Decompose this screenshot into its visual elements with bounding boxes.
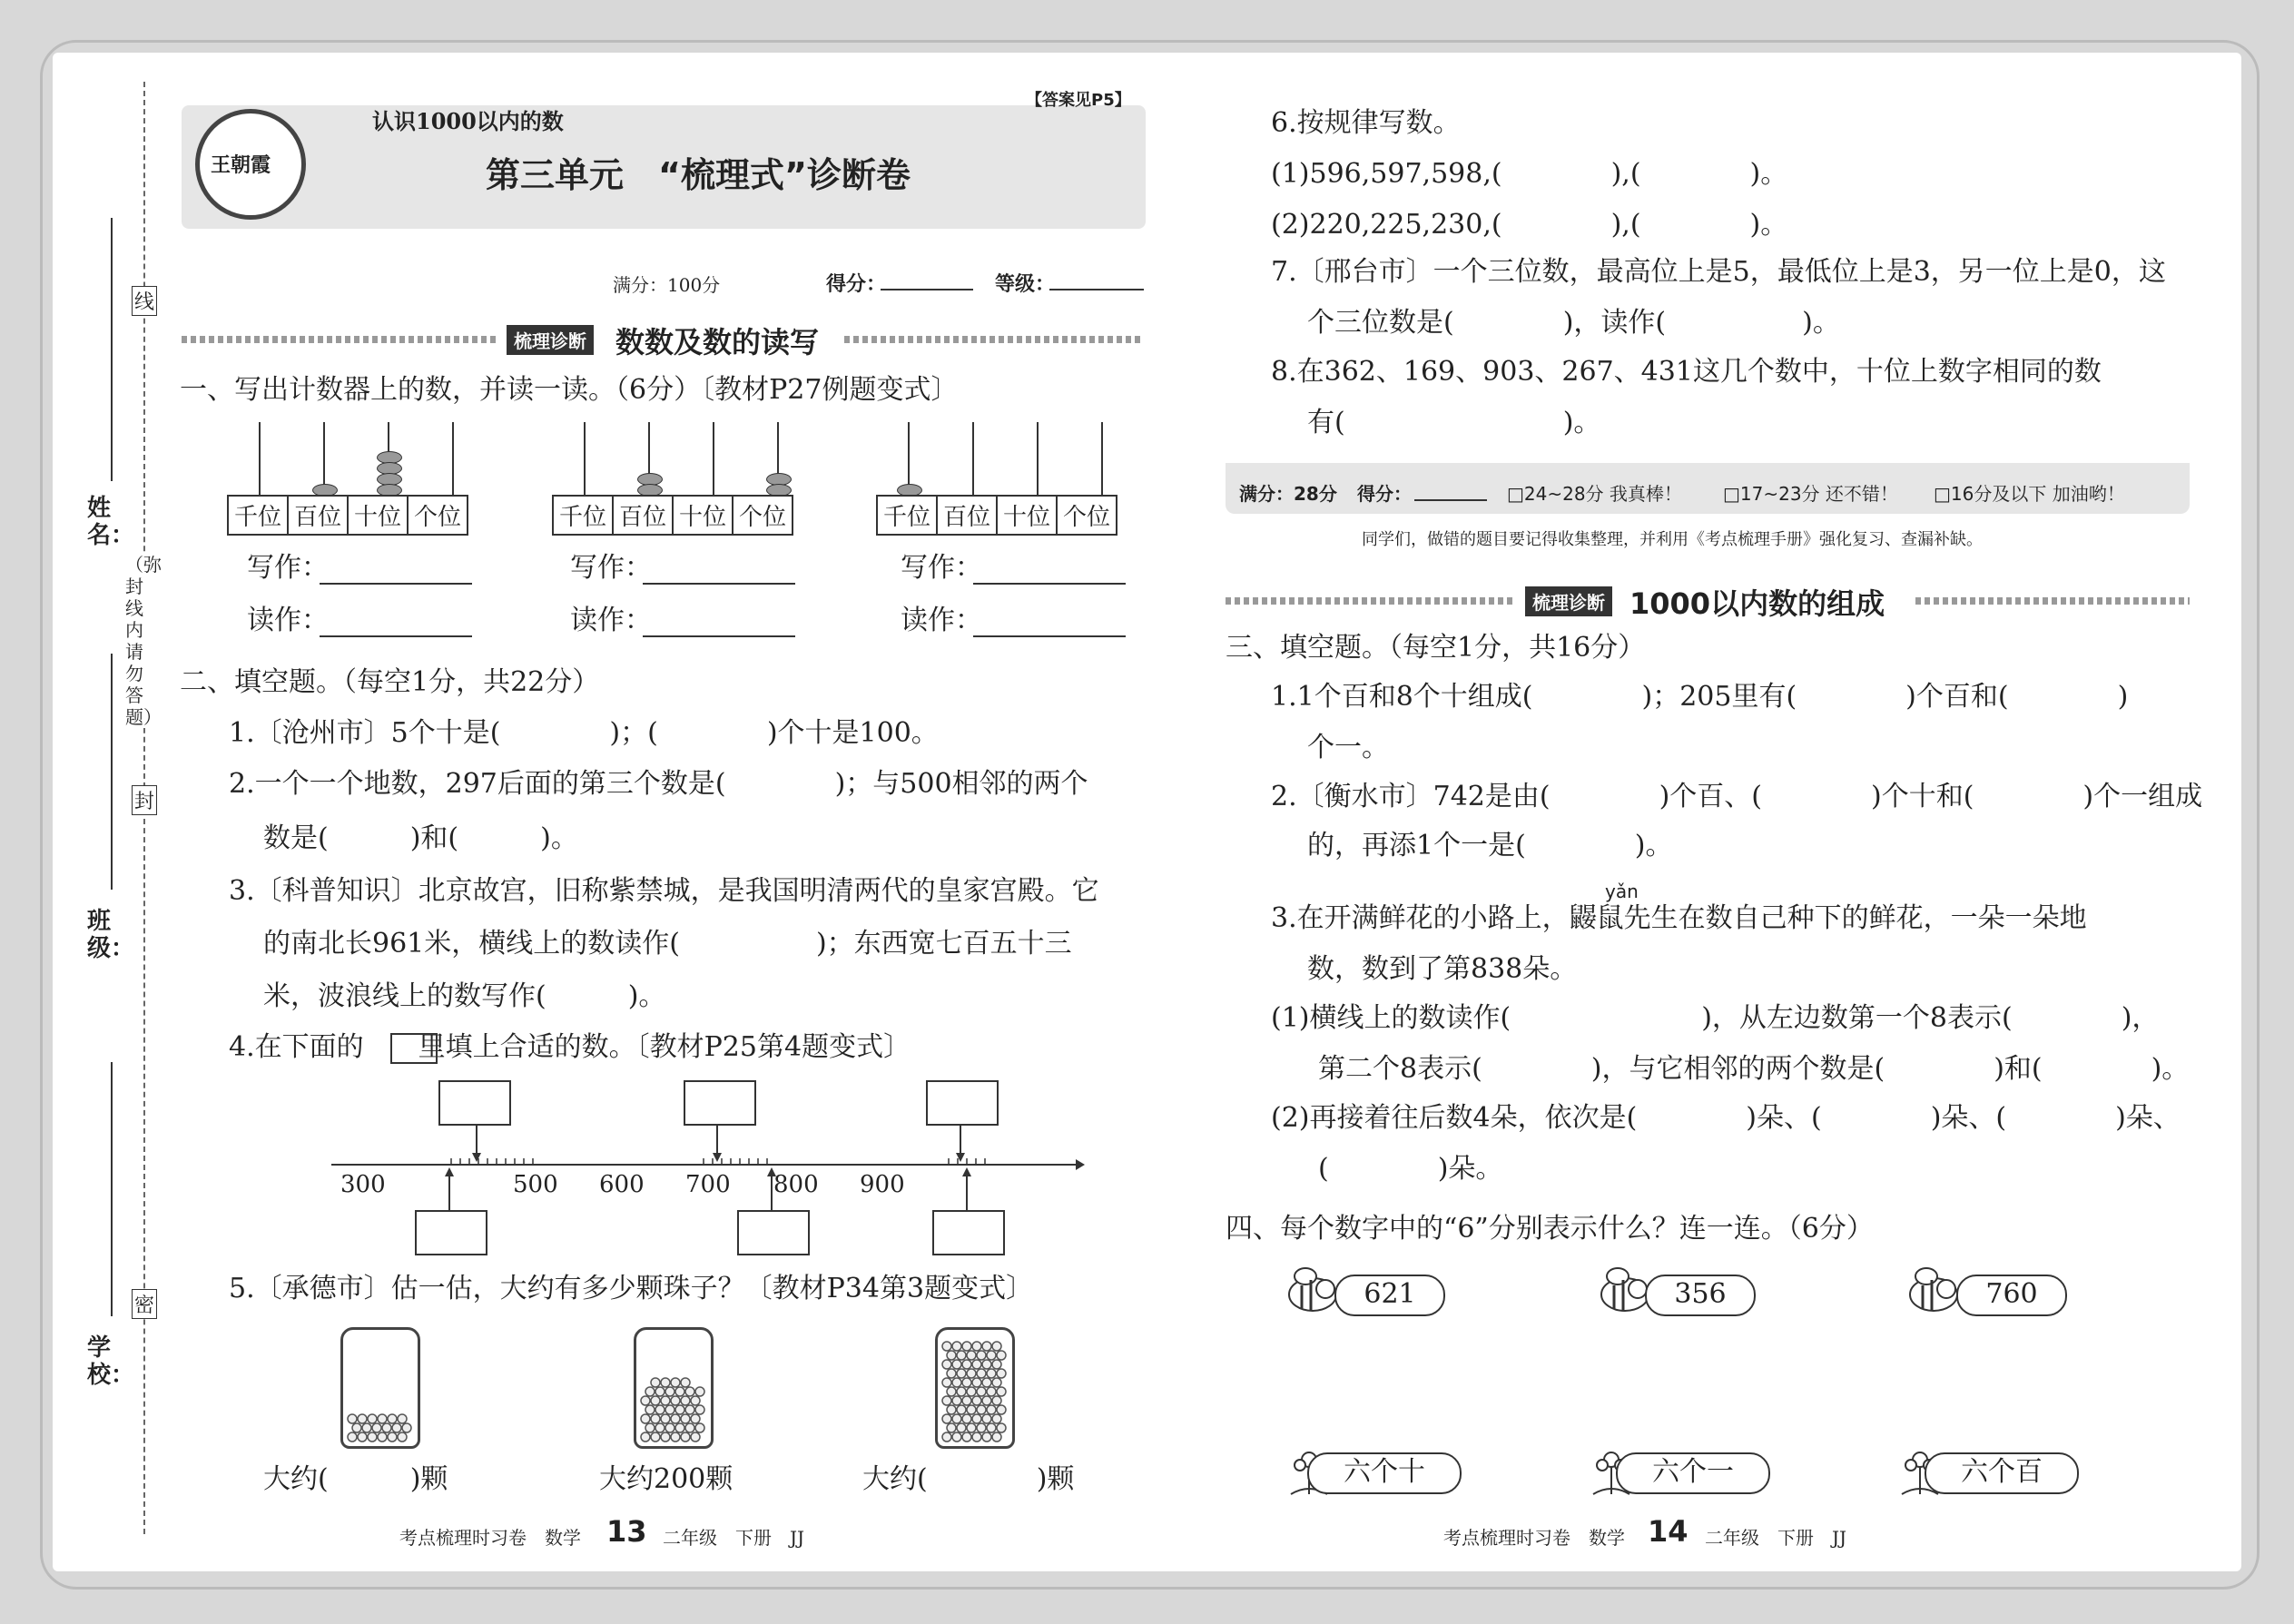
place-thousands: 千位 — [228, 496, 288, 535]
q3-item2-line1: 2.〔衡水市〕742是由( )个百、( )个十和( )个一组成 — [1271, 781, 2203, 812]
write-label-2: 写作： — [570, 552, 652, 584]
place-table — [876, 495, 1117, 536]
q3-item3-line1: 3.在开满鲜花的小路上，鼹鼠先生在数自己种下的鲜花，一朵一朵地 — [1271, 902, 2087, 934]
score-blank[interactable] — [881, 289, 973, 290]
bee-icon — [1278, 1264, 1342, 1318]
q2-item2-line1: 2.一个一个地数，297后面的第三个数是( )；与500相邻的两个 — [229, 768, 1088, 800]
answer-box-bottom-1[interactable] — [415, 1210, 487, 1255]
section-rule-right — [1915, 597, 2190, 605]
answer-box-top-3[interactable] — [926, 1080, 999, 1126]
score-option-2[interactable]: □17~23分 还不错！ — [1723, 483, 1898, 505]
jar-label-1: 大约( )颗 — [263, 1463, 448, 1495]
read-blank-2[interactable] — [643, 635, 795, 637]
q2-item4: 4.在下面的 里填上合适的数。〔教材P25第4题变式〕 — [229, 1031, 911, 1063]
q7-line2: 个三位数是( )，读作( )。 — [1307, 307, 1840, 339]
q8-line2: 有( )。 — [1307, 407, 1601, 438]
jar-3 — [935, 1327, 1015, 1449]
tick-label-700: 700 — [685, 1171, 731, 1198]
tick-label-500: 500 — [513, 1171, 558, 1198]
class-label: 班级： — [87, 908, 135, 962]
write-label-1: 写作： — [247, 552, 329, 584]
review-tip: 同学们，做错的题目要记得收集整理，并利用《考点梳理手册》强化复习、查漏补缺。 — [1362, 530, 1983, 549]
page-title: 第三单元 “梳理式”诊断卷 — [486, 155, 911, 195]
read-label-2: 读作： — [570, 605, 652, 636]
read-label-1: 读作： — [247, 605, 329, 636]
jar-label-2: 大约200颗 — [599, 1463, 733, 1495]
place-tens: 十位 — [673, 496, 733, 535]
number-tag-621[interactable]: 621 — [1334, 1275, 1445, 1316]
place-ones: 个位 — [408, 496, 468, 535]
tick-label-600: 600 — [599, 1171, 645, 1198]
page-number-14: 14 — [1648, 1514, 1689, 1549]
q6-heading: 6.按规律写数。 — [1271, 107, 1461, 139]
place-tens: 十位 — [997, 496, 1057, 535]
q6-line1: (1)596,597,598,( ),( )。 — [1271, 158, 1788, 190]
answer-box-bottom-2[interactable] — [737, 1210, 810, 1255]
pinyin-annotation: yǎn — [1605, 881, 1639, 902]
q2-item3-line1: 3.〔科普知识〕北京故宫，旧称紫禁城，是我国明清两代的皇家宫殿。它 — [229, 875, 1099, 907]
q2-item3-line3: 米，波浪线上的数写作( )。 — [263, 980, 666, 1012]
read-blank-3[interactable] — [973, 635, 1126, 637]
place-thousands: 千位 — [553, 496, 613, 535]
jar-label-3: 大约( )颗 — [862, 1463, 1075, 1495]
answer-box-bottom-3[interactable] — [932, 1210, 1005, 1255]
footer-left-text: 考点梳理时习卷 数学 — [1443, 1527, 1625, 1549]
logo-seal — [195, 109, 306, 220]
place-tens: 十位 — [348, 496, 408, 535]
grade-blank[interactable] — [1049, 289, 1144, 290]
bee-icon — [1899, 1264, 1963, 1318]
q3-item2-line2: 的，再添1个一是( )。 — [1307, 830, 1673, 861]
binding-dense-label: 密 — [132, 1289, 157, 1319]
inline-answer-box — [390, 1033, 438, 1064]
place-thousands: 千位 — [877, 496, 937, 535]
write-label-3: 写作： — [901, 552, 982, 584]
binding-note: （弥封线内请勿答题） — [125, 554, 162, 728]
q3-sub2-line2: ( )朵。 — [1318, 1153, 1503, 1185]
unit-subtitle: 认识1000以内的数 — [372, 108, 564, 134]
footer-right-text: 二年级 下册 JJ — [1705, 1527, 1847, 1549]
section-rule-right — [844, 336, 1144, 343]
logo-text: 王朝霞 — [211, 153, 271, 177]
place-ones: 个位 — [733, 496, 793, 535]
score-option-1[interactable]: □24~28分 我真棒！ — [1507, 483, 1682, 505]
score-bar-blank[interactable] — [1414, 499, 1487, 501]
section-tag: 梳理诊断 — [507, 325, 594, 355]
binding-line-label: 线 — [132, 286, 157, 316]
score-option-3[interactable]: □16分及以下 加油哟！ — [1934, 483, 2125, 505]
abacus-3 — [876, 422, 1135, 536]
place-hundreds: 百位 — [937, 496, 997, 535]
binding-seal-label: 封 — [132, 785, 157, 815]
q6-line2: (2)220,225,230,( ),( )。 — [1271, 209, 1788, 241]
abacus-2 — [552, 422, 811, 536]
full-score: 满分：100分 — [613, 274, 721, 296]
name-field-line — [111, 218, 113, 481]
q2-item1: 1.〔沧州市〕5个十是( )；( )个十是100。 — [229, 717, 939, 749]
q2-heading: 二、填空题。（每空1分，共22分） — [180, 666, 600, 698]
meaning-tag-six-ones[interactable]: 六个一 — [1616, 1452, 1770, 1494]
school-label: 学校： — [87, 1334, 135, 1389]
section-rule-left — [182, 336, 499, 343]
place-table — [227, 495, 468, 536]
q2-item2-line2: 数是( )和( )。 — [263, 822, 578, 854]
q3-item1-line2: 个一。 — [1307, 732, 1389, 763]
number-tag-760[interactable]: 760 — [1956, 1275, 2067, 1316]
meaning-tag-six-hundreds[interactable]: 六个百 — [1925, 1452, 2079, 1494]
q3-sub1-line1: (1)横线上的数读作( )，从左边数第一个8表示( )， — [1271, 1002, 2160, 1034]
q3-sub2-line1: (2)再接着往后数4朵，依次是( )朵、( )朵、( )朵、 — [1271, 1102, 2181, 1134]
score-bar-full: 满分：28分 — [1239, 483, 1337, 505]
score-bar-score: 得分： — [1357, 483, 1412, 505]
score-label: 得分： — [826, 272, 887, 296]
q3-sub1-line2: 第二个8表示( )，与它相邻的两个数是( )和( )。 — [1318, 1053, 2190, 1085]
tick-label-300: 300 — [340, 1171, 386, 1198]
jar-2 — [634, 1327, 714, 1449]
section-tag: 梳理诊断 — [1525, 586, 1612, 616]
write-blank-2[interactable] — [643, 583, 795, 585]
write-blank-3[interactable] — [973, 583, 1126, 585]
q1-heading: 一、写出计数器上的数，并读一读。（6分）〔教材P27例题变式〕 — [180, 374, 959, 406]
q2-item3-line2: 的南北长961米，横线上的数读作( )；东西宽七百五十三 — [263, 928, 1072, 960]
answer-box-top-2[interactable] — [684, 1080, 756, 1126]
answer-box-top-1[interactable] — [438, 1080, 511, 1126]
number-tag-356[interactable]: 356 — [1645, 1275, 1756, 1316]
q4-heading: 四、每个数字中的“6”分别表示什么？连一连。（6分） — [1226, 1213, 1874, 1245]
place-hundreds: 百位 — [288, 496, 348, 535]
name-label: 姓名： — [87, 495, 135, 549]
jar-1 — [340, 1327, 420, 1449]
grade-label: 等级： — [995, 272, 1056, 296]
q3-item3-line2: 数，数到了第838朵。 — [1307, 953, 1578, 985]
section-rule-left — [1226, 597, 1516, 605]
abacus-1 — [227, 422, 486, 536]
q7-line1: 7.〔邢台市〕一个三位数，最高位上是5，最低位上是3，另一位上是0，这 — [1271, 256, 2166, 288]
place-table — [552, 495, 793, 536]
q2-item5: 5.〔承德市〕估一估，大约有多少颗珠子？〔教材P34第3题变式〕 — [229, 1273, 1034, 1304]
section-title: 数数及数的读写 — [615, 325, 820, 359]
number-line — [331, 1078, 1085, 1260]
footer-left-text: 考点梳理时习卷 数学 — [399, 1527, 581, 1549]
answer-reference: 【答案见P5】 — [1026, 91, 1131, 110]
meaning-tag-six-tens[interactable]: 六个十 — [1307, 1452, 1462, 1494]
place-ones: 个位 — [1057, 496, 1117, 535]
tick-label-800: 800 — [773, 1171, 819, 1198]
q3-heading: 三、填空题。（每空1分，共16分） — [1226, 632, 1646, 664]
class-field-line — [111, 654, 113, 890]
q3-item1-line1: 1.1个百和8个十组成( )；205里有( )个百和( ) — [1271, 681, 2129, 713]
q8-line1: 8.在362、169、903、267、431这几个数中，十位上数字相同的数 — [1271, 356, 2102, 388]
read-label-3: 读作： — [901, 605, 982, 636]
place-hundreds: 百位 — [613, 496, 673, 535]
school-field-line — [111, 1062, 113, 1316]
section-title: 1000以内数的组成 — [1629, 586, 1885, 621]
footer-right-text: 二年级 下册 JJ — [663, 1527, 805, 1549]
page-number-13: 13 — [606, 1514, 647, 1549]
tick-label-900: 900 — [860, 1171, 905, 1198]
write-blank-1[interactable] — [320, 583, 472, 585]
read-blank-1[interactable] — [320, 635, 472, 637]
